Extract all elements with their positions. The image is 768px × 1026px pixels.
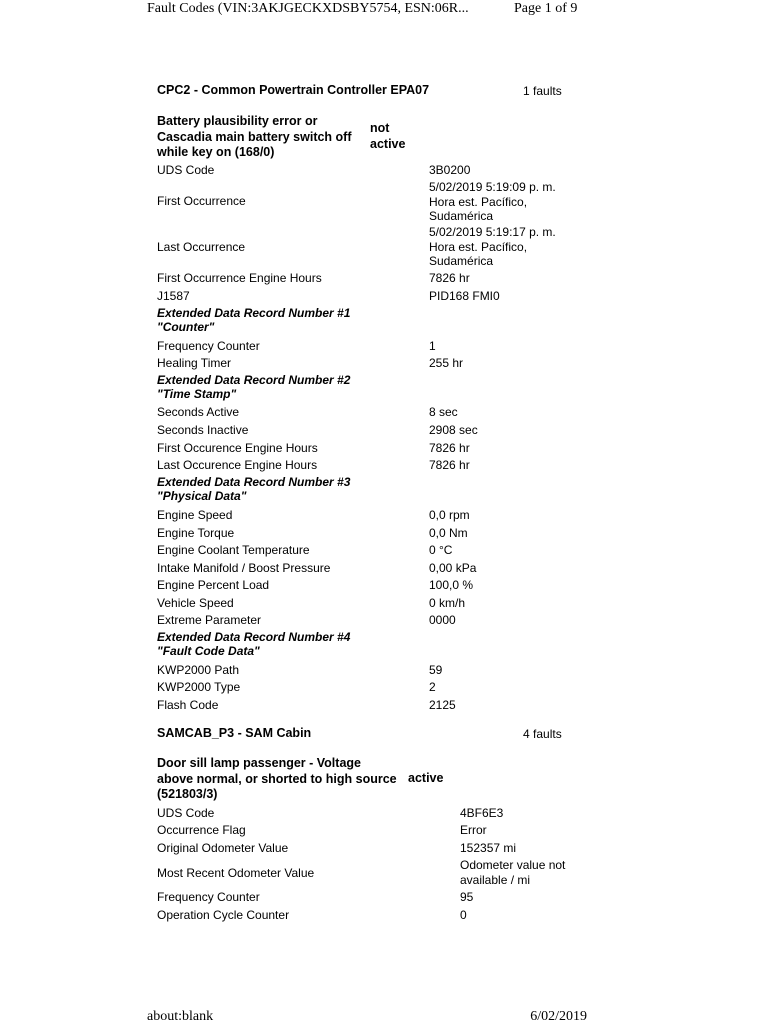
detail-label: Flash Code [157, 698, 219, 712]
detail-label: First Occurrence Engine Hours [157, 271, 322, 285]
controller-header [157, 83, 587, 101]
detail-label: Engine Coolant Temperature [157, 543, 310, 557]
detail-label: UDS Code [157, 806, 215, 820]
detail-label: Frequency Counter [157, 890, 260, 904]
fault-status: not active [370, 121, 406, 151]
detail-label: Original Odometer Value [157, 841, 289, 855]
detail-value: Odometer value not available / mi [460, 858, 566, 887]
detail-value: 0,0 Nm [429, 526, 468, 540]
detail-label: Last Occurence Engine Hours [157, 458, 318, 472]
detail-value: 152357 mi [460, 841, 517, 855]
fault-count: 1 faults [523, 84, 562, 98]
detail-label: Most Recent Odometer Value [157, 866, 315, 880]
detail-value: 95 [460, 890, 474, 904]
fault-title: Battery plausibility error or Cascadia main battery switch off while key on (168/0) [157, 114, 352, 159]
detail-label: Vehicle Speed [157, 596, 234, 610]
detail-label: Occurrence Flag [157, 823, 246, 837]
footer-url: about:blank [147, 1009, 214, 1024]
fault-status: active [408, 771, 444, 785]
record-heading: Extended Data Record Number #1 "Counter" [157, 306, 351, 334]
detail-value: 100,0 % [429, 578, 474, 592]
detail-value: 4BF6E3 [460, 806, 504, 820]
detail-value: 3B0200 [429, 163, 471, 177]
detail-value: 7826 hr [429, 441, 470, 455]
detail-value: 255 hr [429, 356, 464, 370]
detail-label: Frequency Counter [157, 339, 260, 353]
detail-value: 7826 hr [429, 271, 470, 285]
page-header [147, 0, 607, 18]
page-footer [147, 1008, 587, 1026]
controller-name: SAMCAB_P3 - SAM Cabin [157, 726, 312, 740]
detail-label: Healing Timer [157, 356, 232, 370]
detail-value: 0 km/h [429, 596, 466, 610]
detail-value: 0 [460, 908, 467, 922]
detail-value: 2908 sec [429, 423, 478, 437]
controller-header [157, 726, 587, 744]
detail-value: 0,0 rpm [429, 508, 470, 522]
record-heading: Extended Data Record Number #2 "Time Stamp" [157, 373, 351, 401]
detail-label: J1587 [157, 289, 190, 303]
detail-label: Last Occurrence [157, 240, 246, 254]
detail-value: 0 °C [429, 543, 453, 557]
detail-label: KWP2000 Type [157, 680, 241, 694]
detail-label: Seconds Inactive [157, 423, 249, 437]
detail-value: 59 [429, 663, 443, 677]
detail-label: Engine Torque [157, 526, 235, 540]
detail-label: Operation Cycle Counter [157, 908, 290, 922]
header-title: Fault Codes (VIN:3AKJGECKXDSBY5754, ESN:06R... [147, 1, 469, 16]
fault-title: Door sill lamp passenger - Voltage above normal, or shorted to high source (521803/3) [157, 756, 397, 801]
detail-value: 2 [429, 680, 436, 694]
detail-label: Engine Percent Load [157, 578, 270, 592]
detail-value: 0,00 kPa [429, 561, 477, 575]
detail-value: 7826 hr [429, 458, 470, 472]
detail-label: First Occurence Engine Hours [157, 441, 318, 455]
detail-label: Engine Speed [157, 508, 233, 522]
footer-date: 6/02/2019 [530, 1009, 587, 1024]
record-heading: Extended Data Record Number #4 "Fault Code Data" [157, 630, 351, 658]
fault-count: 4 faults [523, 727, 562, 741]
detail-value: 8 sec [429, 405, 458, 419]
detail-value: 1 [429, 339, 436, 353]
page-number: Page 1 of 9 [514, 1, 578, 16]
detail-label: Seconds Active [157, 405, 240, 419]
detail-label: First Occurrence [157, 194, 246, 208]
detail-value: 5/02/2019 5:19:17 p. m. Hora est. Pacífico, Sudamérica [429, 225, 556, 268]
detail-value: 5/02/2019 5:19:09 p. m. Hora est. Pacífico, Sudamérica [429, 180, 556, 223]
detail-value: Error [460, 823, 487, 837]
controller-name: CPC2 - Common Powertrain Controller EPA07 [157, 83, 430, 97]
detail-value: 2125 [429, 698, 456, 712]
detail-label: KWP2000 Path [157, 663, 240, 677]
detail-label: Intake Manifold / Boost Pressure [157, 561, 331, 575]
detail-value: PID168 FMI0 [429, 289, 500, 303]
detail-label: Extreme Parameter [157, 613, 262, 627]
record-heading: Extended Data Record Number #3 "Physical Data" [157, 475, 351, 503]
detail-label: UDS Code [157, 163, 215, 177]
detail-value: 0000 [429, 613, 456, 627]
